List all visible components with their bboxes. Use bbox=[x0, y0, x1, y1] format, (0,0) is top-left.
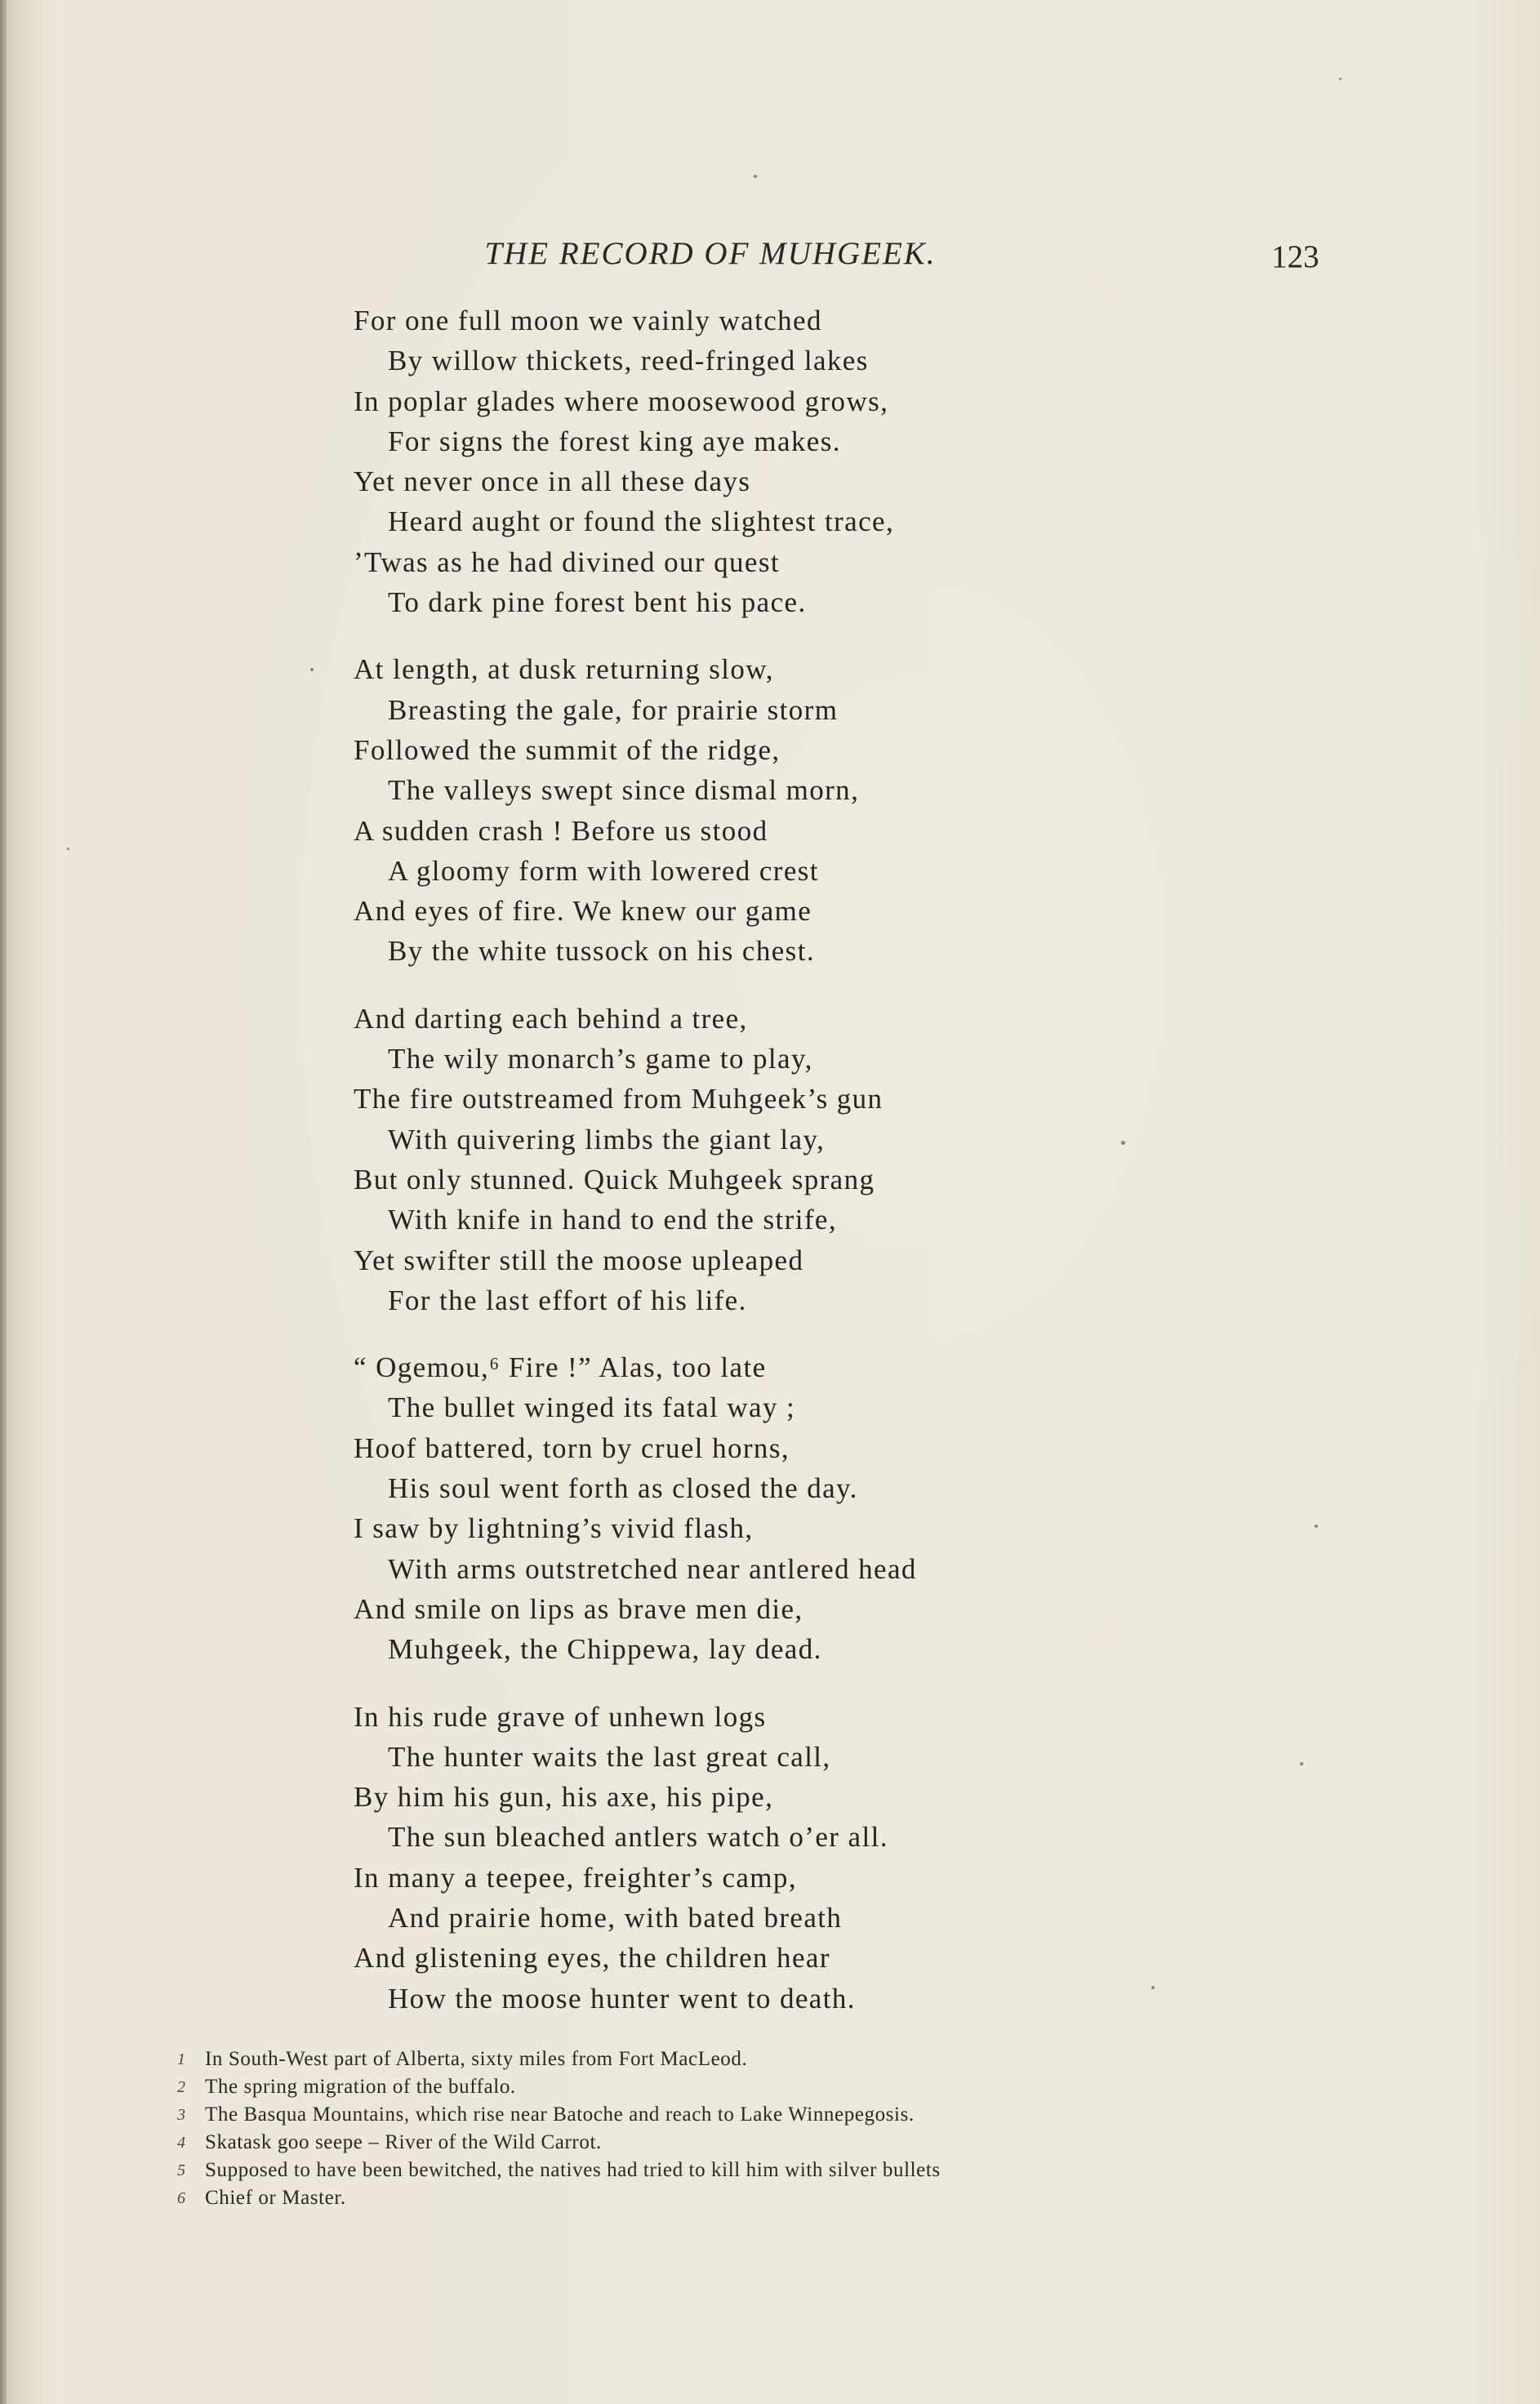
stanza-3 bbox=[354, 999, 1415, 1320]
paper-speck bbox=[754, 175, 757, 178]
footnote bbox=[177, 2101, 1402, 2129]
poem-line: With knife in hand to end the strife, bbox=[388, 1204, 837, 1236]
footnote-text: The spring migration of the buffalo. bbox=[205, 2076, 516, 2098]
page-binding-edge bbox=[0, 0, 7, 2404]
poem-line: A sudden crash ! Before us stood bbox=[354, 814, 768, 847]
poem-body bbox=[354, 300, 1415, 2046]
poem-line: By him his gun, his axe, his pipe, bbox=[354, 1781, 774, 1814]
paper-speck bbox=[67, 848, 69, 850]
footnote-text: In South-West part of Alberta, sixty miles from Fort MacLeod. bbox=[205, 2048, 748, 2070]
poem-line: “ Ogemou,⁶ Fire !” Alas, too late bbox=[354, 1351, 767, 1384]
poem-line: The wily monarch’s game to play, bbox=[388, 1043, 813, 1075]
poem-line: Hoof battered, torn by cruel horns, bbox=[354, 1431, 790, 1464]
poem-line: The bullet winged its fatal way ; bbox=[388, 1391, 796, 1424]
poem-line: In his rude grave of unhewn logs bbox=[354, 1700, 767, 1733]
poem-line: A gloomy form with lowered crest bbox=[388, 854, 819, 887]
footnote bbox=[177, 2184, 1402, 2212]
footnotes bbox=[177, 2046, 1402, 2212]
footnote bbox=[177, 2157, 1402, 2184]
poem-line: Yet swifter still the moose upleaped bbox=[354, 1244, 804, 1276]
poem-line: In poplar glades where moosewood grows, bbox=[354, 385, 889, 417]
stanza-1 bbox=[354, 300, 1415, 622]
poem-line: I saw by lightning’s vivid flash, bbox=[354, 1512, 754, 1545]
poem-line: And darting each behind a tree, bbox=[354, 1002, 748, 1035]
poem-line: By willow thickets, reed-fringed lakes bbox=[388, 345, 869, 377]
footnote-number: 2 bbox=[177, 2078, 186, 2096]
paper-speck bbox=[1121, 1141, 1125, 1145]
stanza-5 bbox=[354, 1697, 1415, 2019]
poem-line: Yet never once in all these days bbox=[354, 465, 751, 498]
poem-line: With quivering limbs the giant lay, bbox=[388, 1123, 826, 1155]
paper-speck bbox=[1300, 1762, 1303, 1765]
poem-line: For signs the forest king aye makes. bbox=[388, 425, 841, 457]
running-head bbox=[0, 235, 1540, 276]
poem-line: But only stunned. Quick Muhgeek sprang bbox=[354, 1163, 875, 1195]
poem-line: His soul went forth as closed the day. bbox=[388, 1472, 858, 1505]
footnote-number: 5 bbox=[177, 2161, 186, 2179]
page-number: 123 bbox=[1271, 239, 1320, 274]
footnote bbox=[177, 2129, 1402, 2157]
poem-line: For one full moon we vainly watched bbox=[354, 305, 822, 336]
footnote-text: Skatask goo seepe – River of the Wild Carrot. bbox=[205, 2131, 602, 2153]
poem-line: In many a teepee, freighter’s camp, bbox=[354, 1861, 797, 1894]
poem-line: Breasting the gale, for prairie storm bbox=[388, 693, 839, 726]
poem-line: At length, at dusk returning slow, bbox=[354, 653, 774, 686]
poem-line: The valleys swept since dismal morn, bbox=[388, 774, 860, 807]
stanza-2 bbox=[354, 649, 1415, 971]
footnote-text: The Basqua Mountains, which rise near Batoche and reach to Lake Winnepegosis. bbox=[205, 2104, 915, 2126]
footnote-number: 1 bbox=[177, 2050, 186, 2068]
running-title: THE RECORD OF MUHGEEK. bbox=[484, 236, 937, 271]
poem-line: How the moose hunter went to death. bbox=[388, 1982, 856, 2014]
poem-line: The hunter waits the last great call, bbox=[388, 1740, 831, 1773]
stanza-4 bbox=[354, 1347, 1415, 1669]
footnote-text: Supposed to have been bewitched, the natives had tried to kill him with silver bullets bbox=[205, 2159, 941, 2181]
paper-speck bbox=[1339, 78, 1342, 80]
poem-line: To dark pine forest bent his pace. bbox=[388, 586, 807, 619]
poem-line: The fire outstreamed from Muhgeek’s gun bbox=[354, 1083, 883, 1115]
poem-line: Muhgeek, the Chippewa, lay dead. bbox=[388, 1633, 822, 1666]
poem-line: And eyes of fire. We knew our game bbox=[354, 895, 812, 928]
poem-line: And prairie home, with bated breath bbox=[388, 1901, 843, 1934]
poem-line: With arms outstretched near antlered head bbox=[388, 1552, 917, 1585]
footnote-text: Chief or Master. bbox=[205, 2187, 346, 2209]
poem-line: By the white tussock on his chest. bbox=[388, 935, 815, 968]
poem-line: ’Twas as he had divined our quest bbox=[354, 545, 780, 578]
poem-line: And glistening eyes, the children hear bbox=[354, 1942, 830, 1974]
poem-line: Heard aught or found the slightest trace, bbox=[388, 505, 895, 538]
paper-speck bbox=[310, 668, 314, 671]
footnote-number: 4 bbox=[177, 2134, 186, 2152]
footnote bbox=[177, 2073, 1402, 2101]
paper-speck bbox=[1151, 1986, 1155, 1989]
poem-line: And smile on lips as brave men die, bbox=[354, 1592, 803, 1625]
footnote-number: 6 bbox=[177, 2189, 186, 2207]
footnote bbox=[177, 2046, 1402, 2073]
poem-line: For the last effort of his life. bbox=[388, 1284, 747, 1316]
poem-line: The sun bleached antlers watch o’er all. bbox=[388, 1821, 888, 1854]
paper-speck bbox=[1315, 1525, 1318, 1528]
footnote-number: 3 bbox=[177, 2106, 186, 2124]
poem-line: Followed the summit of the ridge, bbox=[354, 733, 781, 766]
